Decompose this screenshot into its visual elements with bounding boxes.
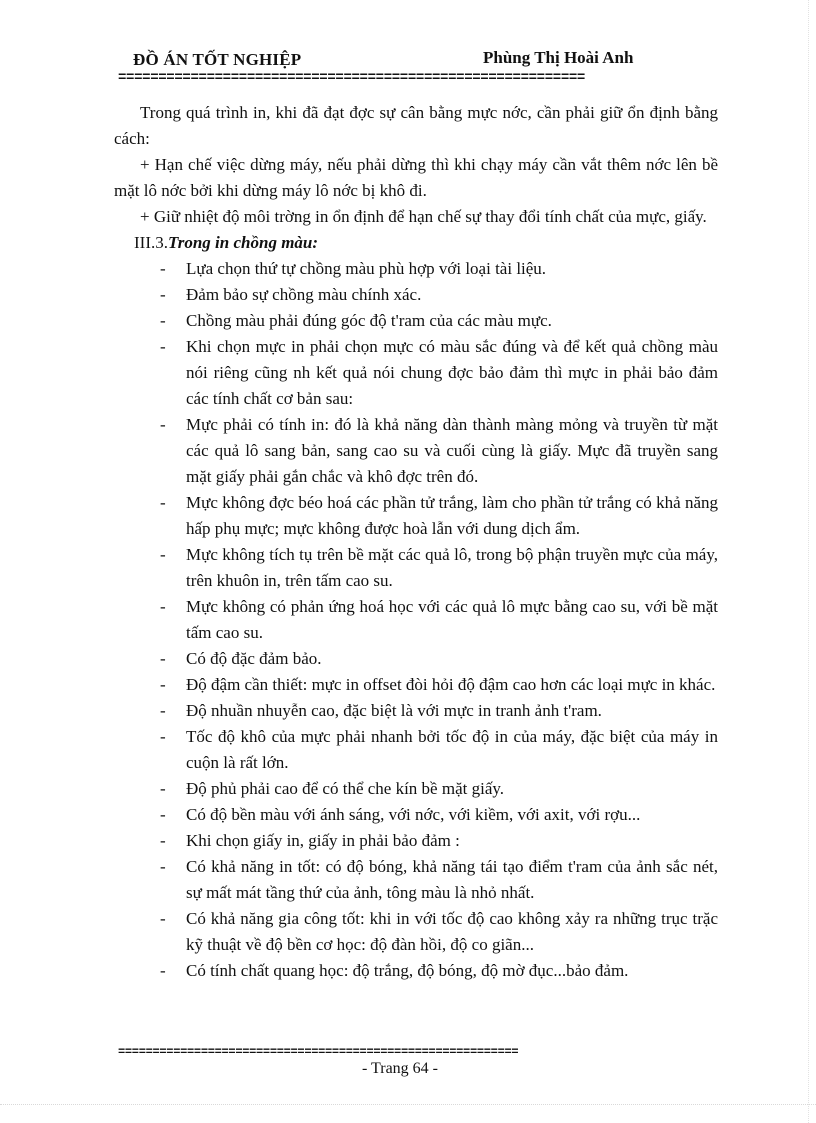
bullet-marker: -: [160, 415, 166, 434]
list-item: - Có độ bền màu với ánh sáng, với nớc, với kiềm, với axit, với rợu...: [114, 802, 718, 828]
bullet-marker: -: [160, 311, 166, 330]
bullet-marker: -: [160, 701, 166, 720]
bullet-list: [114, 256, 718, 984]
list-item: - Đảm bảo sự chồng màu chính xác.: [114, 282, 718, 308]
page-footer: [0, 1060, 816, 1078]
author-name: Phùng Thị Hoài Anh: [483, 48, 634, 67]
list-item: - Có độ đặc đảm bảo.: [114, 646, 718, 672]
list-item: - Độ phủ phải cao để có thể che kín bề mặt giấy.: [114, 776, 718, 802]
section-title: Trong in chồng màu:: [167, 233, 319, 252]
list-item: - Tốc độ khô của mực phải nhanh bởi tốc độ in của máy, đặc biệt của máy in cuộn là rất lớn.: [114, 724, 718, 776]
bullet-marker: -: [160, 961, 166, 980]
list-item: - Có khả năng gia công tốt: khi in với tốc độ cao không xảy ra những trục trặc kỹ thuật về độ bền cơ học: độ đàn hồi, độ co giãn...: [114, 906, 718, 958]
paragraph: + Giữ nhiệt độ môi trờng in ổn định để hạn chế sự thay đổi tính chất của mực, giấy.: [140, 207, 707, 226]
bullet-marker: -: [160, 493, 166, 512]
header-rule: ==========================================================: [118, 70, 585, 86]
bullet-marker: -: [160, 675, 166, 694]
page-body: [114, 100, 718, 984]
list-item: - Có khả năng in tốt: có độ bóng, khả năng tái tạo điểm t'ram của ảnh sắc nét, sự mất mát tầng thứ của ảnh, tông màu là nhỏ nhất.: [114, 854, 718, 906]
page-header: [118, 48, 718, 72]
footer-rule: ==========================================================: [118, 1045, 519, 1059]
bullet-marker: -: [160, 909, 166, 928]
list-item: - Mực không đợc béo hoá các phần tử trắng, làm cho phần tử trắng có khả năng hấp phụ mực; mực không được hoà lẫn với dung dịch ẩm.: [114, 490, 718, 542]
list-item: - Độ đậm cần thiết: mực in offset đòi hỏi độ đậm cao hơn các loại mực in khác.: [114, 672, 718, 698]
list-item: - Chồng màu phải đúng góc độ t'ram của các màu mực.: [114, 308, 718, 334]
page-number: - Trang 64 -: [361, 1060, 438, 1077]
document-title: ĐỒ ÁN TỐT NGHIỆP: [133, 50, 302, 69]
list-item: - Khi chọn mực in phải chọn mực có màu sắc đúng và để kết quả chồng màu nói riêng cũng nh kết quả nói chung đợc bảo đảm thì mực in phải bảo đảm các tính chất cơ bản sau:: [114, 334, 718, 412]
bullet-marker: -: [160, 857, 166, 876]
bullet-marker: -: [160, 259, 166, 278]
section-number: III.3.: [134, 233, 168, 252]
list-item: - Độ nhuần nhuyễn cao, đặc biệt là với mực in tranh ảnh t'ram.: [114, 698, 718, 724]
list-item: - Có tính chất quang học: độ trắng, độ bóng, độ mờ đục...bảo đảm.: [114, 958, 718, 984]
list-item: - Mực phải có tính in: đó là khả năng dàn thành màng mỏng và truyền từ mặt các quả lô sang bản, sang cao su và cuối cùng là giấy. Mực đã truyền sang mặt giấy phải gắn chắc và khô đợc trên đó.: [114, 412, 718, 490]
list-item: - Lựa chọn thứ tự chồng màu phù hợp với loại tài liệu.: [114, 256, 718, 282]
bullet-marker: -: [160, 779, 166, 798]
page-edge-right: [808, 0, 809, 1123]
section-heading: [114, 230, 718, 256]
bullet-marker: -: [160, 805, 166, 824]
list-item: - Mực không có phản ứng hoá học với các quả lô mực bằng cao su, với bề mặt tấm cao su.: [114, 594, 718, 646]
bullet-marker: -: [160, 597, 166, 616]
paragraph: Trong quá trình in, khi đã đạt đợc sự cân bằng mực nớc, cần phải giữ ổn định bằng cách:: [114, 103, 718, 148]
page-edge-bottom: [0, 1104, 816, 1105]
list-item: - Khi chọn giấy in, giấy in phải bảo đảm :: [114, 828, 718, 854]
bullet-marker: -: [160, 727, 166, 746]
bullet-marker: -: [160, 285, 166, 304]
bullet-marker: -: [160, 649, 166, 668]
list-item: - Mực không tích tụ trên bề mặt các quả lô, trong bộ phận truyền mực của máy, trên khuôn in, trên tấm cao su.: [114, 542, 718, 594]
bullet-marker: -: [160, 545, 166, 564]
bullet-marker: -: [160, 337, 166, 356]
bullet-marker: -: [160, 831, 166, 850]
paragraph: + Hạn chế việc dừng máy, nếu phải dừng thì khi chạy máy cần vắt thêm nớc lên bề mặt lô nớc bởi khi dừng máy lô nớc bị khô đi.: [114, 155, 718, 200]
